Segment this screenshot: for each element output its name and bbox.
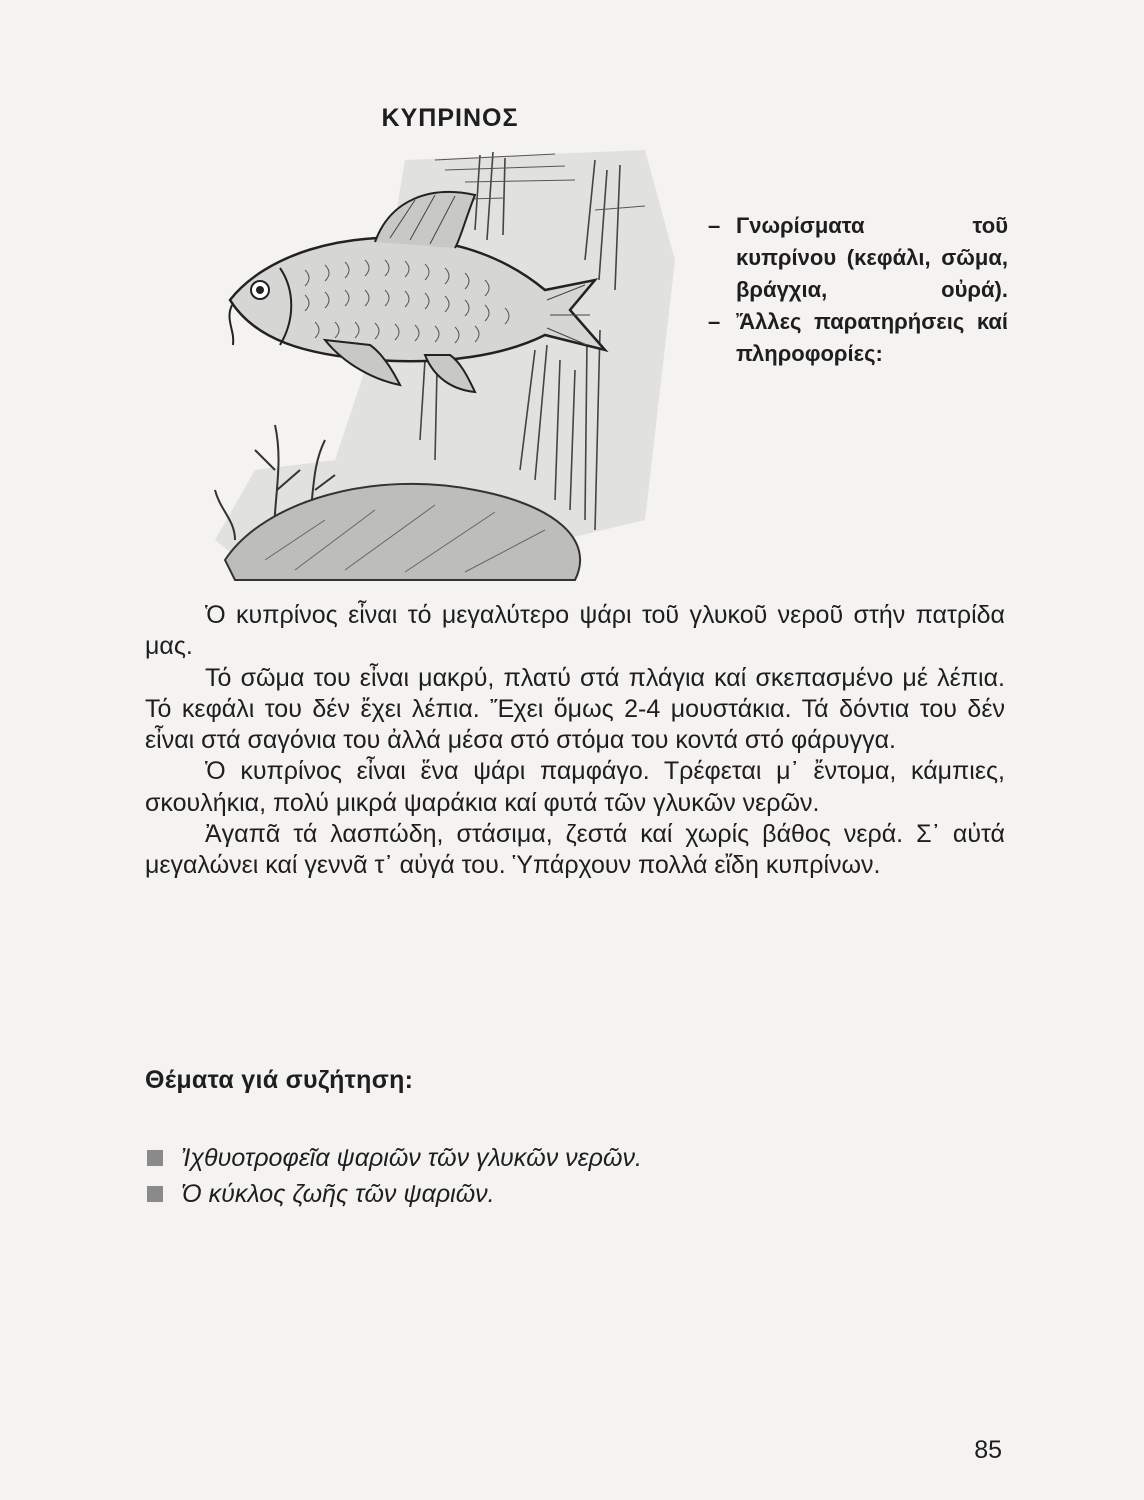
page-title: ΚΥΠΡΙΝΟΣ <box>381 104 519 132</box>
paragraph: Ὁ κυπρίνος εἶναι ἕνα ψάρι παμφάγο. Τρέφεται μ᾽ ἔντομα, κάμπιες, σκουλήκια, πολύ μικρά ψαράκια καί φυτά τῶν γλυκῶν νερῶν. <box>145 757 1005 817</box>
paragraph: Τό σῶμα του εἶναι μακρύ, πλατύ στά πλάγια καί σκεπασμένο μέ λέπια. Τό κεφάλι του δέν ἔχει λέπια. Ἔχει ὅμως 2-4 μουστάκια. Τά δόντια του δέν εἶναι στά σαγόνια του ἀλλά μέσα στό στόμα του κοντά στό φάρυγγα. <box>145 663 1005 755</box>
topics-list <box>145 1140 1005 1212</box>
topic-text: Ἰχθυοτροφεῖα ψαριῶν τῶν γλυκῶν νερῶν. <box>181 1144 642 1172</box>
side-notes <box>708 210 1008 370</box>
side-note <box>708 210 1008 306</box>
list-item <box>145 1176 1005 1212</box>
topic-text: Ὁ κύκλος ζωῆς τῶν ψαριῶν. <box>181 1180 495 1208</box>
body-text <box>145 600 1005 882</box>
page-number: 85 <box>974 1436 1002 1464</box>
note-dash: – <box>708 309 721 334</box>
paragraph: Ἀγαπᾶ τά λασπώδη, στάσιμα, ζεστά καί χωρίς βάθος νερά. Σ᾽ αὐτά μεγαλώνει καί γεννᾶ τ᾽ αὐγά του. Ὑπάρχουν πολλά εἴδη κυπρίνων. <box>145 820 1005 880</box>
note-dash: – <box>708 213 721 238</box>
side-note <box>708 306 1008 370</box>
square-bullet-icon <box>147 1150 163 1166</box>
carp-fish-illustration <box>175 140 715 590</box>
paragraph: Ὁ κυπρίνος εἶναι τό μεγαλύτερο ψάρι τοῦ γλυκοῦ νεροῦ στήν πατρίδα μας. <box>145 601 1005 661</box>
topics-heading: Θέματα γιά συζήτηση: <box>145 1066 414 1094</box>
side-note-text: Ἄλλες παρατηρήσεις καί πληροφορίες: <box>736 309 1008 366</box>
square-bullet-icon <box>147 1186 163 1202</box>
side-note-text: Γνωρίσματα τοῦ κυπρίνου (κεφάλι, σῶμα, βράγχια, οὐρά). <box>736 213 1008 302</box>
list-item <box>145 1140 1005 1176</box>
